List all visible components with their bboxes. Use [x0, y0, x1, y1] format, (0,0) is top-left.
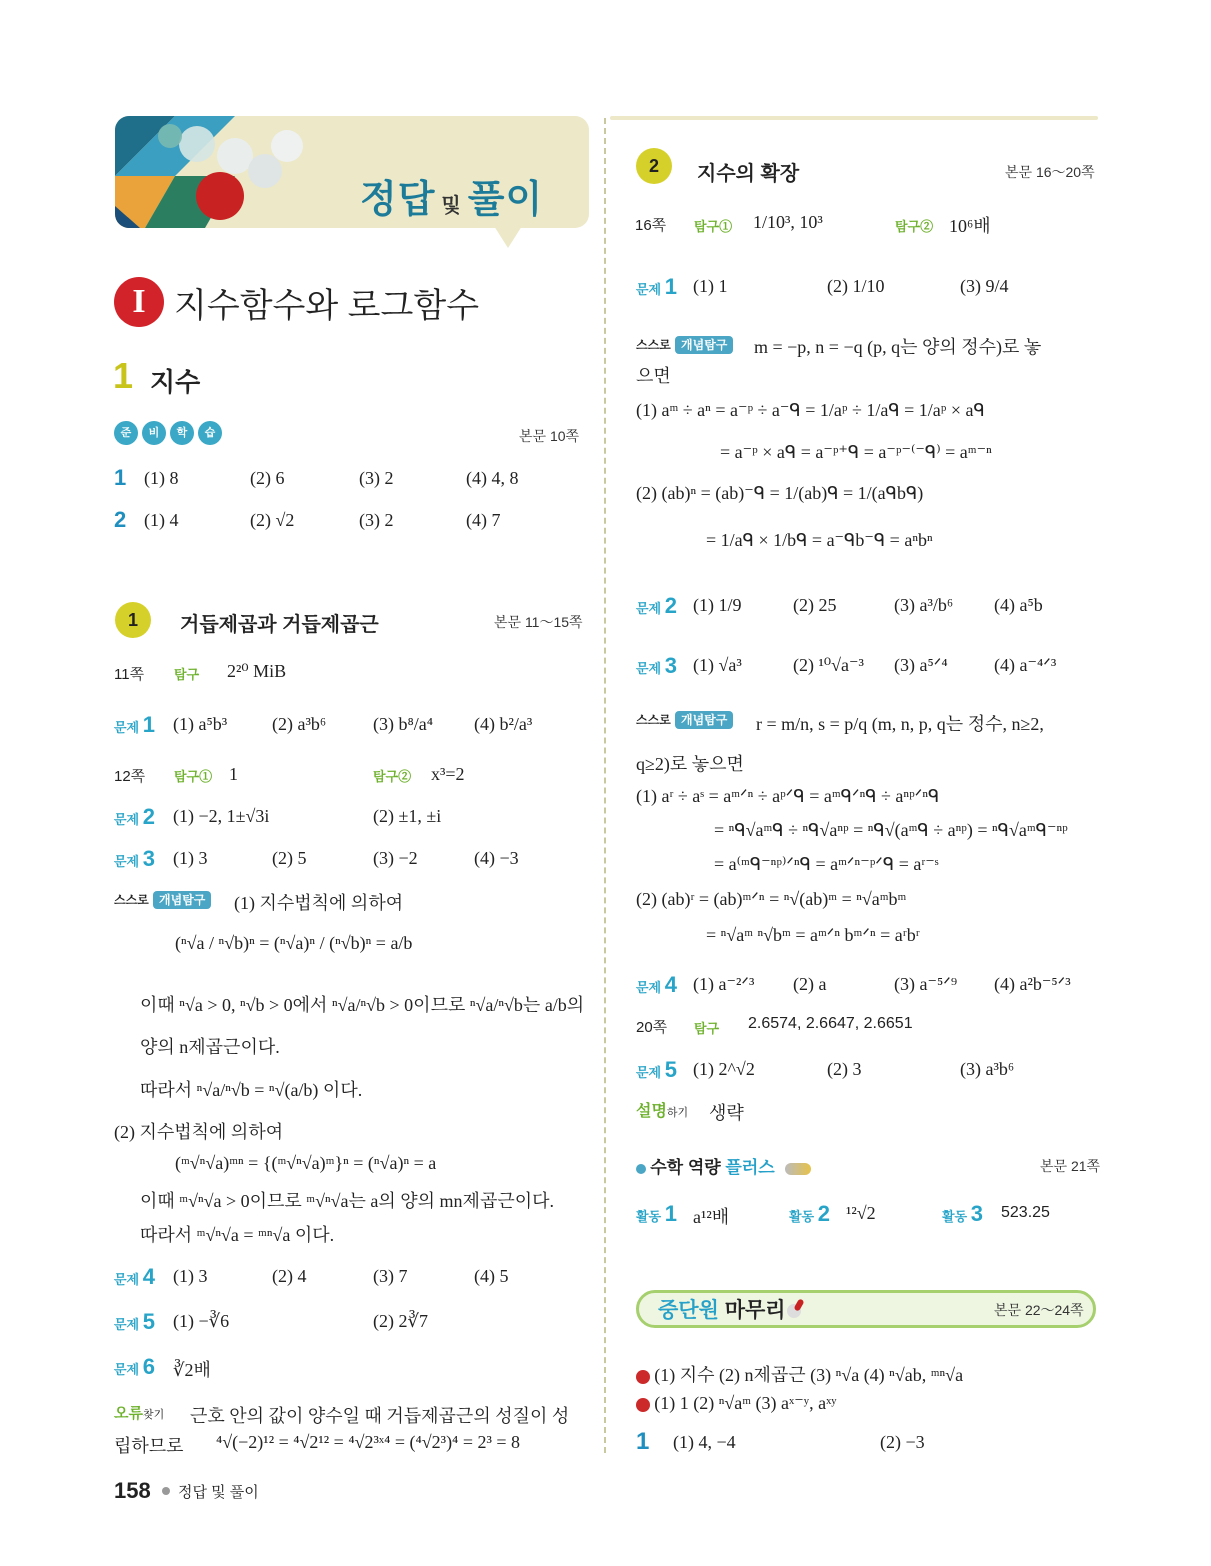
- answer: (1) 4, −4: [673, 1432, 736, 1452]
- page-label: 11쪽: [114, 666, 145, 683]
- subsection-pageref: 본문 16～20쪽: [1005, 164, 1095, 180]
- answer: (1) 4: [144, 510, 179, 530]
- equation: (ᵐ√ⁿ√a)ᵐⁿ = {(ᵐ√ⁿ√a)ᵐ}ⁿ = (ⁿ√a)ⁿ = a: [175, 1153, 437, 1173]
- answer: ¹²√2: [846, 1203, 876, 1223]
- answer: x³=2: [431, 764, 465, 784]
- answer: (2) a: [793, 974, 827, 994]
- equation: (1) aᵐ ÷ aⁿ = a⁻ᵖ ÷ a⁻ᑫ = 1/aᵖ ÷ 1/aᑫ = 1/aᵖ × aᑫ: [636, 400, 985, 420]
- equation: (2) (ab)ⁿ = (ab)⁻ᑫ = 1/(ab)ᑫ = 1/(aᑫbᑫ): [636, 483, 924, 503]
- equation: = ⁿ√aᵐ ⁿ√bᵐ = aᵐᐟⁿ bᵐᐟⁿ = aʳbʳ: [706, 925, 920, 945]
- mid-unit-title: 중단원 마무리: [658, 1299, 786, 1322]
- answer: (1) 2^√2: [693, 1059, 755, 1079]
- answer: (2) ¹⁰√a⁻³: [793, 655, 864, 675]
- answer: 2²⁰ MiB: [227, 661, 287, 681]
- prep-badge: 비: [142, 421, 166, 445]
- header-banner: [115, 116, 589, 228]
- answer: (1) −∛6: [173, 1311, 230, 1331]
- answer: (2) 2∛7: [373, 1311, 428, 1331]
- answer: (1) a⁵b³: [173, 714, 228, 734]
- answer: (2) −3: [880, 1432, 925, 1452]
- self-concept-label: 스스로 개념탐구: [636, 709, 733, 729]
- answer: (2) 6: [250, 468, 285, 488]
- answer: a¹²배: [693, 1207, 730, 1227]
- red-circle-icon: [636, 1370, 650, 1384]
- self-concept-label: 스스로 개념탐구: [114, 889, 211, 909]
- equation: (2) (ab)ʳ = (ab)ᵐᐟⁿ = ⁿ√(ab)ᵐ = ⁿ√aᵐbᵐ: [636, 889, 907, 909]
- page-label: 20쪽: [636, 1019, 668, 1036]
- prep-badge: 습: [198, 421, 222, 445]
- explanation-line: 립하므로: [114, 1436, 184, 1456]
- equation: ⁴√(−2)¹² = ⁴√2¹² = ⁴√2³ˣ⁴ = (⁴√2³)⁴ = 2³ = 8: [216, 1432, 521, 1452]
- page-label: 12쪽: [114, 768, 146, 785]
- problem-tag: 문제 3: [114, 846, 155, 871]
- answer: (3) 2: [359, 468, 394, 488]
- problem-tag: 문제 5: [636, 1057, 677, 1082]
- answer: (1) 1: [693, 276, 728, 296]
- answer: (1) 1/9: [693, 595, 742, 615]
- answer: (1) 3: [173, 1266, 208, 1286]
- answer: (2) 5: [272, 848, 307, 868]
- activity-tag: 활동 3: [942, 1201, 983, 1226]
- answer: (4) a²b⁻⁵ᐟ³: [994, 974, 1071, 994]
- answer: 2.6574, 2.6647, 2.6651: [748, 1015, 913, 1032]
- prep-num: 2: [114, 507, 127, 532]
- answer: 523.25: [1001, 1204, 1050, 1221]
- answer: 생략: [709, 1103, 744, 1123]
- answer: (4) −3: [474, 848, 519, 868]
- answer: (3) a⁵ᐟ⁴: [894, 655, 948, 675]
- explanation-line: 이때 ⁿ√a > 0, ⁿ√b > 0에서 ⁿ√a/ⁿ√b > 0이므로 ⁿ√a/ⁿ√b는 a/b의: [140, 995, 585, 1015]
- answer: (3) 9/4: [960, 276, 1009, 296]
- problem-tag: 문제 3: [636, 653, 677, 678]
- banner-tail: [494, 226, 522, 248]
- problem-tag: 문제 5: [114, 1309, 155, 1334]
- answer: (4) a⁻⁴ᐟ³: [994, 655, 1057, 675]
- review-row: (1) 지수 (2) n제곱근 (3) ⁿ√a (4) ⁿ√ab, ᵐⁿ√a: [636, 1361, 963, 1387]
- top-rule: [610, 116, 1098, 120]
- answer: (1) √a³: [693, 655, 742, 675]
- explanation-line: (1) 지수법칙에 의하여: [234, 893, 404, 913]
- footer-dot-icon: [162, 1487, 170, 1495]
- equation: (ⁿ√a / ⁿ√b)ⁿ = (ⁿ√a)ⁿ / (ⁿ√b)ⁿ = a/b: [175, 933, 413, 953]
- answer: 1: [229, 764, 238, 784]
- section-title: 지수: [150, 367, 201, 397]
- subsection-title: 거듭제곱과 거듭제곱근: [180, 614, 379, 636]
- answer: (2) a³b⁶: [272, 714, 327, 734]
- plus-header: 수학 역량 플러스: [636, 1153, 811, 1178]
- red-circle-icon: [636, 1398, 650, 1412]
- chapter-badge: I: [114, 277, 164, 327]
- explanation-line: 이때 ᵐ√ⁿ√a > 0이므로 ᵐ√ⁿ√a는 a의 양의 mn제곱근이다.: [140, 1191, 554, 1211]
- problem-tag: 문제 1: [114, 712, 155, 737]
- error-find-label: 오류찾기: [114, 1405, 165, 1422]
- answer: 1/10³, 10³: [753, 212, 823, 232]
- subsection-title: 지수의 확장: [697, 163, 800, 185]
- explore-tag: 탐구①: [174, 769, 213, 784]
- plus-pageref: 본문 21쪽: [1040, 1158, 1101, 1174]
- explore-tag: 탐구①: [694, 219, 733, 234]
- problem-tag: 문제 4: [114, 1264, 155, 1289]
- explanation-line: m = −p, n = −q (p, q는 양의 정수)로 놓: [754, 337, 1042, 357]
- footer-text: 정답 및 풀이: [178, 1484, 259, 1501]
- answer: (2) 4: [272, 1266, 307, 1286]
- decorative-spheres-image: [115, 116, 305, 228]
- explain-label: 설명하기: [636, 1103, 689, 1120]
- subsection-badge: 1: [115, 602, 151, 638]
- section-number: 1: [113, 355, 134, 396]
- answer: (3) b⁸/a⁴: [373, 714, 434, 734]
- answer: (4) 4, 8: [466, 468, 519, 488]
- explore-tag: 탐구②: [373, 769, 412, 784]
- equation: = ⁿᑫ√aᵐᑫ ÷ ⁿᑫ√aⁿᵖ = ⁿᑫ√(aᵐᑫ ÷ aⁿᵖ) = ⁿᑫ√aᵐᑫ⁻ⁿᵖ: [714, 820, 1068, 840]
- explore-tag: 탐구: [694, 1021, 720, 1036]
- answer: (1) 3: [173, 848, 208, 868]
- answer: (4) b²/a³: [474, 714, 533, 734]
- problem-tag: 문제 4: [636, 972, 677, 997]
- answer: (3) −2: [373, 848, 418, 868]
- answer: (2) 25: [793, 595, 837, 615]
- prep-badge: 준: [114, 421, 138, 445]
- answer: (2) ±1, ±i: [373, 806, 442, 826]
- explanation-line: 따라서 ⁿ√a/ⁿ√b = ⁿ√(a/b) 이다.: [140, 1080, 363, 1100]
- explanation-line: 따라서 ᵐ√ⁿ√a = ᵐⁿ√a 이다.: [140, 1225, 335, 1245]
- answer: (2) 3: [827, 1059, 862, 1079]
- column-divider: [604, 118, 606, 1453]
- answer: (3) 2: [359, 510, 394, 530]
- bowling-pin-icon: [786, 1297, 808, 1319]
- explanation-line: r = m/n, s = p/q (m, n, p, q는 정수, n≥2,: [756, 714, 1044, 734]
- page-label: 16쪽: [635, 217, 667, 234]
- page-number: 158: [114, 1478, 151, 1503]
- problem-tag: 문제 1: [636, 274, 677, 299]
- answer: (1) −2, 1±√3i: [173, 806, 270, 826]
- mid-unit-pageref: 본문 22～24쪽: [994, 1302, 1084, 1318]
- explanation-line: 근호 안의 값이 양수일 때 거듭제곱근의 성질이 성: [190, 1406, 570, 1426]
- final-num: 1: [636, 1428, 650, 1455]
- equation: = a⁻ᵖ × aᑫ = a⁻ᵖ⁺ᑫ = a⁻ᵖ⁻⁽⁻ᑫ⁾ = aᵐ⁻ⁿ: [720, 442, 992, 462]
- key-icon: [785, 1163, 811, 1175]
- problem-tag: 문제 2: [636, 593, 677, 618]
- answer: (3) a⁻⁵ᐟ⁹: [894, 974, 958, 994]
- subsection-badge: 2: [636, 148, 672, 184]
- explanation-line: 으면: [636, 366, 671, 386]
- explanation-line: 양의 n제곱근이다.: [140, 1037, 280, 1057]
- answer: (3) a³/b⁶: [894, 595, 954, 615]
- answer: (1) 8: [144, 468, 179, 488]
- explanation-line: (2) 지수법칙에 의하여: [114, 1122, 284, 1142]
- answer: (4) 5: [474, 1266, 509, 1286]
- subsection-pageref: 본문 11～15쪽: [494, 614, 583, 630]
- answer: (4) 7: [466, 510, 501, 530]
- activity-tag: 활동 1: [636, 1201, 677, 1226]
- chapter-title: 지수함수와 로그함수: [174, 287, 480, 325]
- prep-badges: [114, 421, 222, 445]
- answer: (2) √2: [250, 510, 295, 530]
- problem-tag: 문제 2: [114, 804, 155, 829]
- equation: (1) aʳ ÷ aˢ = aᵐᐟⁿ ÷ aᵖᐟᑫ = aᵐᑫᐟⁿᑫ ÷ aⁿᵖᐟⁿᑫ: [636, 786, 940, 806]
- bullet-icon: [636, 1164, 646, 1174]
- equation: = a⁽ᵐᑫ⁻ⁿᵖ⁾ᐟⁿᑫ = aᵐᐟⁿ⁻ᵖᐟᑫ = aʳ⁻ˢ: [714, 854, 939, 874]
- answer: 10⁶배: [949, 216, 991, 236]
- explanation-line: q≥2)로 놓으면: [636, 754, 744, 774]
- self-concept-label: 스스로 개념탐구: [636, 334, 733, 354]
- prep-num: 1: [114, 465, 127, 490]
- explore-tag: 탐구②: [895, 219, 934, 234]
- problem-tag: 문제 6: [114, 1354, 155, 1379]
- prep-badge: 학: [170, 421, 194, 445]
- answer: (3) 7: [373, 1266, 408, 1286]
- answer: (3) a³b⁶: [960, 1059, 1015, 1079]
- answer: (1) a⁻²ᐟ³: [693, 974, 755, 994]
- activity-tag: 활동 2: [789, 1201, 830, 1226]
- prep-pageref: 본문 10쪽: [519, 428, 580, 444]
- answer: (2) 1/10: [827, 276, 885, 296]
- equation: = 1/aᑫ × 1/bᑫ = a⁻ᑫb⁻ᑫ = aⁿbⁿ: [706, 530, 933, 550]
- banner-title: 정답 및 풀이: [360, 179, 544, 221]
- answer: (4) a⁵b: [994, 595, 1043, 615]
- explore-tag: 탐구: [174, 667, 200, 682]
- answer: ∛2배: [173, 1360, 211, 1380]
- review-row: (1) 1 (2) ⁿ√aᵐ (3) aˣ⁻ʸ, aˣʸ: [636, 1393, 837, 1414]
